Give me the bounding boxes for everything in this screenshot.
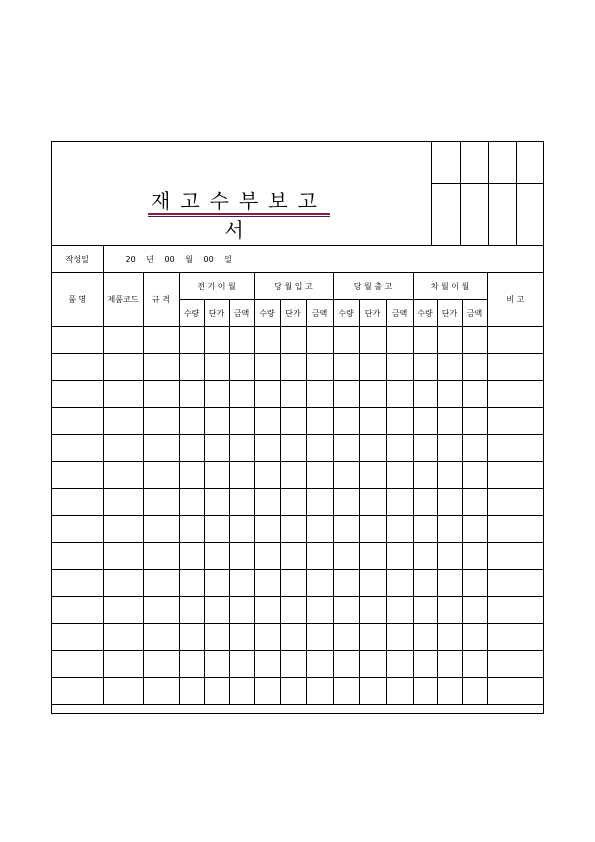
table-cell[interactable] (437, 570, 462, 597)
table-cell[interactable] (204, 408, 229, 435)
table-cell[interactable] (103, 327, 143, 354)
table-cell[interactable] (143, 381, 179, 408)
table-cell[interactable] (179, 651, 204, 678)
table-cell[interactable] (52, 462, 103, 489)
table-cell[interactable] (204, 435, 229, 462)
table-cell[interactable] (179, 597, 204, 624)
table-cell[interactable] (437, 462, 462, 489)
table-cell[interactable] (437, 381, 462, 408)
table-cell[interactable] (487, 516, 543, 543)
table-cell[interactable] (103, 516, 143, 543)
table-cell[interactable] (386, 597, 413, 624)
table-cell[interactable] (143, 678, 179, 705)
table-cell[interactable] (462, 462, 487, 489)
table-row (52, 489, 543, 516)
table-cell[interactable] (462, 543, 487, 570)
unit-price-header: 단가 (204, 300, 229, 327)
table-cell[interactable] (280, 327, 306, 354)
table-cell[interactable] (254, 624, 280, 651)
date-field[interactable] (103, 246, 543, 273)
table-cell[interactable] (462, 327, 487, 354)
table-cell[interactable] (143, 327, 179, 354)
table-cell[interactable] (103, 381, 143, 408)
table-row (52, 570, 543, 597)
table-cell[interactable] (229, 381, 254, 408)
unit-price-header: 단가 (359, 300, 386, 327)
table-cell[interactable] (386, 651, 413, 678)
column-header-row (52, 273, 543, 300)
table-cell[interactable] (306, 489, 333, 516)
product-code-header: 제품코드 (103, 273, 143, 327)
table-cell[interactable] (143, 354, 179, 381)
table-cell[interactable] (52, 570, 103, 597)
table-cell[interactable] (462, 381, 487, 408)
table-cell[interactable] (179, 462, 204, 489)
table-cell[interactable] (204, 354, 229, 381)
table-cell[interactable] (487, 435, 543, 462)
table-cell[interactable] (143, 651, 179, 678)
table-cell[interactable] (103, 408, 143, 435)
table-cell[interactable] (254, 462, 280, 489)
table-cell[interactable] (204, 516, 229, 543)
table-cell[interactable] (462, 570, 487, 597)
table-cell[interactable] (280, 543, 306, 570)
table-cell[interactable] (333, 597, 359, 624)
table-cell[interactable] (437, 408, 462, 435)
table-cell[interactable] (254, 327, 280, 354)
table-cell[interactable] (103, 435, 143, 462)
table-cell[interactable] (359, 435, 386, 462)
table-row (52, 516, 543, 543)
table-cell[interactable] (143, 489, 179, 516)
table-cell[interactable] (359, 354, 386, 381)
table-cell[interactable] (359, 597, 386, 624)
table-cell[interactable] (386, 381, 413, 408)
table-cell[interactable] (437, 624, 462, 651)
table-row (52, 435, 543, 462)
table-cell[interactable] (333, 543, 359, 570)
item-name-header: 품 명 (52, 273, 103, 327)
table-cell[interactable] (229, 543, 254, 570)
table-row (52, 543, 543, 570)
table-cell[interactable] (306, 678, 333, 705)
table-cell[interactable] (306, 462, 333, 489)
table-row (52, 381, 543, 408)
title-underline-navy (148, 216, 330, 217)
table-cell[interactable] (179, 570, 204, 597)
table-cell[interactable] (333, 489, 359, 516)
quantity-header: 수량 (254, 300, 280, 327)
table-cell[interactable] (413, 678, 437, 705)
table-cell[interactable] (386, 489, 413, 516)
table-cell[interactable] (143, 624, 179, 651)
table-cell[interactable] (462, 624, 487, 651)
table-cell[interactable] (413, 354, 437, 381)
table-cell[interactable] (413, 570, 437, 597)
table-cell[interactable] (386, 570, 413, 597)
table-row (52, 354, 543, 381)
table-cell[interactable] (52, 543, 103, 570)
report-title: 재고수부보고서 (151, 189, 327, 242)
table-cell[interactable] (204, 327, 229, 354)
table-cell[interactable] (359, 462, 386, 489)
table-cell[interactable] (487, 462, 543, 489)
date-label: 작성일 (52, 246, 103, 273)
table-cell[interactable] (487, 570, 543, 597)
table-cell[interactable] (52, 678, 103, 705)
table-cell[interactable] (413, 543, 437, 570)
amount-header: 금액 (229, 300, 254, 327)
table-cell[interactable] (333, 435, 359, 462)
table-cell[interactable] (52, 435, 103, 462)
table-cell[interactable] (306, 354, 333, 381)
table-row (52, 624, 543, 651)
table-cell[interactable] (487, 678, 543, 705)
table-cell[interactable] (487, 381, 543, 408)
table-cell[interactable] (280, 381, 306, 408)
table-cell[interactable] (437, 597, 462, 624)
table-cell[interactable] (52, 354, 103, 381)
table-cell[interactable] (254, 489, 280, 516)
table-cell[interactable] (103, 651, 143, 678)
table-cell[interactable] (179, 624, 204, 651)
table-cell[interactable] (179, 408, 204, 435)
table-cell[interactable] (280, 597, 306, 624)
unit-price-header: 단가 (280, 300, 306, 327)
table-cell[interactable] (52, 651, 103, 678)
table-cell[interactable] (413, 597, 437, 624)
table-cell[interactable] (437, 489, 462, 516)
table-cell[interactable] (386, 354, 413, 381)
table-cell[interactable] (487, 489, 543, 516)
table-cell[interactable] (254, 408, 280, 435)
table-row (52, 327, 543, 354)
table-cell[interactable] (386, 462, 413, 489)
table-cell[interactable] (229, 354, 254, 381)
table-cell[interactable] (280, 435, 306, 462)
table-row (52, 408, 543, 435)
table-cell[interactable] (333, 678, 359, 705)
table-cell[interactable] (413, 651, 437, 678)
table-cell[interactable] (462, 354, 487, 381)
table-cell[interactable] (254, 678, 280, 705)
table-cell[interactable] (333, 327, 359, 354)
group-header-prev-carryover: 전 기 이 월 (179, 273, 254, 300)
table-cell[interactable] (254, 381, 280, 408)
table-cell[interactable] (229, 408, 254, 435)
table-cell[interactable] (359, 489, 386, 516)
table-cell[interactable] (103, 597, 143, 624)
table-cell[interactable] (359, 516, 386, 543)
table-row (52, 651, 543, 678)
table-cell[interactable] (229, 624, 254, 651)
table-cell[interactable] (487, 354, 543, 381)
group-header-monthly-out: 당 월 출 고 (333, 273, 413, 300)
table-cell[interactable] (413, 489, 437, 516)
table-cell[interactable] (143, 570, 179, 597)
table-cell[interactable] (229, 651, 254, 678)
remarks-header: 비 고 (487, 273, 543, 327)
table-cell[interactable] (306, 543, 333, 570)
table-cell[interactable] (103, 354, 143, 381)
table-row (52, 678, 543, 705)
quantity-header: 수량 (179, 300, 204, 327)
table-row (52, 597, 543, 624)
table-cell[interactable] (359, 570, 386, 597)
table-cell[interactable] (229, 489, 254, 516)
table-cell[interactable] (359, 327, 386, 354)
table-cell[interactable] (333, 381, 359, 408)
amount-header: 금액 (386, 300, 413, 327)
group-header-monthly-in: 당 월 입 고 (254, 273, 333, 300)
table-cell[interactable] (413, 408, 437, 435)
report-header (52, 142, 543, 245)
table-cell[interactable] (280, 624, 306, 651)
spec-header: 규 격 (143, 273, 179, 327)
table-cell[interactable] (487, 624, 543, 651)
table-cell[interactable] (103, 570, 143, 597)
table-cell[interactable] (333, 462, 359, 489)
table-cell[interactable] (462, 489, 487, 516)
table-cell[interactable] (386, 435, 413, 462)
day-value: 00 (203, 254, 214, 264)
table-cell[interactable] (306, 624, 333, 651)
table-cell[interactable] (179, 678, 204, 705)
table-cell[interactable] (306, 435, 333, 462)
table-cell[interactable] (52, 408, 103, 435)
approval-box (431, 142, 543, 245)
table-cell[interactable] (204, 624, 229, 651)
table-cell[interactable] (359, 678, 386, 705)
table-cell[interactable] (280, 462, 306, 489)
table-cell[interactable] (229, 570, 254, 597)
quantity-header: 수량 (413, 300, 437, 327)
table-cell[interactable] (487, 408, 543, 435)
table-cell[interactable] (103, 543, 143, 570)
table-cell[interactable] (229, 516, 254, 543)
table-cell[interactable] (333, 516, 359, 543)
table-cell[interactable] (386, 408, 413, 435)
table-cell[interactable] (333, 408, 359, 435)
table-cell[interactable] (386, 678, 413, 705)
table-cell[interactable] (306, 381, 333, 408)
table-cell[interactable] (254, 354, 280, 381)
table-cell[interactable] (52, 597, 103, 624)
table-cell[interactable] (254, 570, 280, 597)
title-underline-red (148, 213, 330, 215)
table-cell[interactable] (413, 516, 437, 543)
table-cell[interactable] (306, 327, 333, 354)
table-cell[interactable] (204, 381, 229, 408)
table-cell[interactable] (52, 489, 103, 516)
table-cell[interactable] (179, 435, 204, 462)
table-cell[interactable] (229, 327, 254, 354)
table-cell[interactable] (204, 678, 229, 705)
table-cell[interactable] (280, 651, 306, 678)
table-cell[interactable] (386, 516, 413, 543)
table-cell[interactable] (143, 597, 179, 624)
table-cell[interactable] (254, 651, 280, 678)
table-row (52, 462, 543, 489)
year-prefix: 20 (125, 254, 136, 264)
month-value: 00 (164, 254, 175, 264)
table-cell[interactable] (306, 597, 333, 624)
table-cell[interactable] (437, 543, 462, 570)
table-cell[interactable] (386, 327, 413, 354)
inventory-table (52, 245, 543, 705)
table-cell[interactable] (386, 543, 413, 570)
table-cell[interactable] (179, 516, 204, 543)
table-cell[interactable] (462, 408, 487, 435)
table-cell[interactable] (359, 624, 386, 651)
day-unit: 일 (224, 254, 232, 264)
table-cell[interactable] (254, 543, 280, 570)
table-cell[interactable] (280, 354, 306, 381)
table-cell[interactable] (52, 624, 103, 651)
table-cell[interactable] (413, 435, 437, 462)
inventory-report-form (51, 141, 544, 714)
table-cell[interactable] (462, 435, 487, 462)
table-cell[interactable] (462, 678, 487, 705)
table-cell[interactable] (437, 651, 462, 678)
table-cell[interactable] (462, 516, 487, 543)
approval-divider (516, 142, 517, 245)
unit-price-header: 단가 (437, 300, 462, 327)
table-cell[interactable] (359, 408, 386, 435)
table-cell[interactable] (52, 327, 103, 354)
table-cell[interactable] (179, 543, 204, 570)
table-cell[interactable] (143, 462, 179, 489)
table-cell[interactable] (280, 570, 306, 597)
table-cell[interactable] (437, 678, 462, 705)
table-cell[interactable] (103, 489, 143, 516)
table-cell[interactable] (359, 543, 386, 570)
table-cell[interactable] (413, 624, 437, 651)
table-cell[interactable] (179, 354, 204, 381)
table-cell[interactable] (204, 462, 229, 489)
table-cell[interactable] (143, 516, 179, 543)
table-cell[interactable] (204, 489, 229, 516)
table-cell[interactable] (52, 516, 103, 543)
table-cell[interactable] (333, 570, 359, 597)
table-cell[interactable] (143, 408, 179, 435)
approval-divider (488, 142, 489, 245)
table-cell[interactable] (437, 354, 462, 381)
table-cell[interactable] (103, 624, 143, 651)
table-cell[interactable] (229, 597, 254, 624)
table-cell[interactable] (437, 435, 462, 462)
table-cell[interactable] (143, 543, 179, 570)
amount-header: 금액 (462, 300, 487, 327)
table-cell[interactable] (413, 327, 437, 354)
table-cell[interactable] (204, 651, 229, 678)
table-cell[interactable] (280, 408, 306, 435)
table-cell[interactable] (487, 327, 543, 354)
table-cell[interactable] (306, 408, 333, 435)
table-cell[interactable] (179, 327, 204, 354)
table-cell[interactable] (413, 462, 437, 489)
year-unit: 년 (146, 254, 154, 264)
month-unit: 월 (185, 254, 193, 264)
table-cell[interactable] (229, 435, 254, 462)
table-cell[interactable] (280, 489, 306, 516)
approval-divider (460, 142, 461, 245)
group-header-next-carryover: 차 월 이 월 (413, 273, 487, 300)
table-cell[interactable] (52, 381, 103, 408)
table-cell[interactable] (437, 516, 462, 543)
table-cell[interactable] (487, 543, 543, 570)
table-cell[interactable] (386, 624, 413, 651)
table-cell[interactable] (204, 570, 229, 597)
table-cell[interactable] (229, 678, 254, 705)
table-cell[interactable] (280, 678, 306, 705)
table-cell[interactable] (103, 462, 143, 489)
table-cell[interactable] (306, 651, 333, 678)
table-cell[interactable] (333, 624, 359, 651)
date-row (52, 246, 543, 273)
table-cell[interactable] (254, 597, 280, 624)
table-cell[interactable] (487, 597, 543, 624)
table-cell[interactable] (359, 651, 386, 678)
table-cell[interactable] (280, 516, 306, 543)
table-cell[interactable] (204, 597, 229, 624)
table-cell[interactable] (143, 435, 179, 462)
table-cell[interactable] (306, 516, 333, 543)
table-cell[interactable] (462, 597, 487, 624)
table-cell[interactable] (204, 543, 229, 570)
quantity-header: 수량 (333, 300, 359, 327)
approval-divider (432, 183, 544, 184)
table-cell[interactable] (462, 651, 487, 678)
table-cell[interactable] (179, 489, 204, 516)
table-cell[interactable] (359, 381, 386, 408)
table-cell[interactable] (103, 678, 143, 705)
table-cell[interactable] (333, 651, 359, 678)
table-cell[interactable] (254, 516, 280, 543)
table-cell[interactable] (254, 435, 280, 462)
table-cell[interactable] (179, 381, 204, 408)
table-cell[interactable] (333, 354, 359, 381)
table-cell[interactable] (413, 381, 437, 408)
table-cell[interactable] (437, 327, 462, 354)
amount-header: 금액 (306, 300, 333, 327)
table-cell[interactable] (306, 570, 333, 597)
table-cell[interactable] (229, 462, 254, 489)
table-cell[interactable] (487, 651, 543, 678)
